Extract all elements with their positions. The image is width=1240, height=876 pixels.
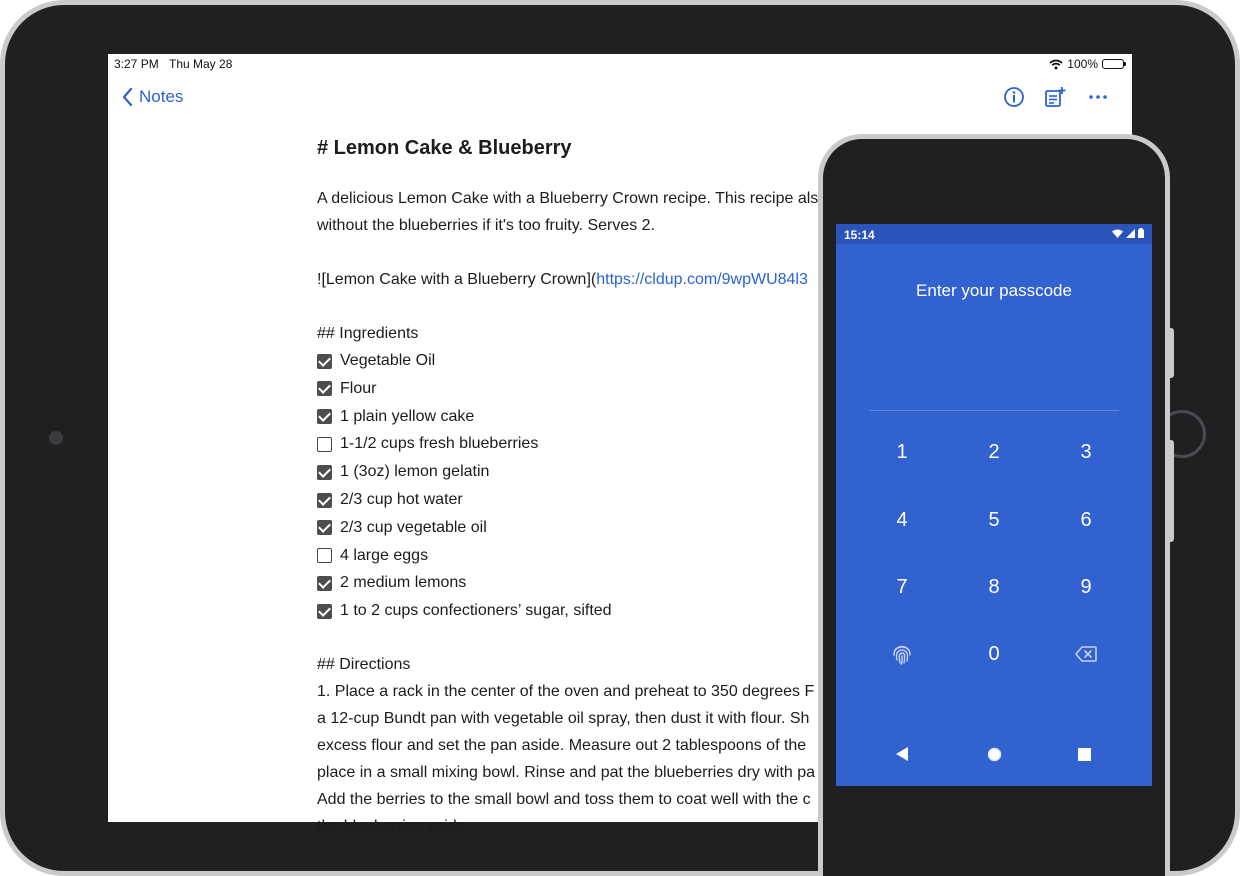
keypad-key-6[interactable]: 6	[1080, 508, 1092, 531]
ingredient-label: 1 to 2 cups confectioners’ sugar, sifted	[340, 602, 612, 620]
fingerprint-button[interactable]	[872, 632, 932, 676]
battery-icon	[1102, 59, 1124, 69]
ingredient-item[interactable]	[317, 378, 376, 400]
android-status-icons	[1112, 228, 1144, 238]
ingredient-item[interactable]	[317, 461, 489, 483]
keypad-key-7[interactable]: 7	[896, 575, 908, 598]
ingredient-item[interactable]	[317, 489, 463, 511]
direction-line: place in a small mixing bowl. Rinse and pat the blueberries dry with pa	[317, 764, 816, 781]
back-to-notes-button[interactable]	[122, 87, 183, 107]
backspace-icon	[1075, 646, 1097, 662]
android-back-button[interactable]	[892, 744, 912, 764]
ingredient-item[interactable]	[317, 572, 466, 594]
checkbox-checked[interactable]	[317, 520, 332, 535]
checkbox-checked[interactable]	[317, 604, 332, 619]
signal-icon	[1126, 229, 1135, 238]
battery-percent: 100%	[1067, 57, 1098, 71]
checkbox-checked[interactable]	[317, 576, 332, 591]
ingredient-label: 2 medium lemons	[340, 574, 467, 592]
checkbox-unchecked[interactable]	[317, 548, 332, 563]
note-intro-line-1: A delicious Lemon Cake with a Blueberry Crown recipe. This recipe als	[317, 190, 819, 207]
ingredient-label: Flour	[340, 379, 377, 397]
note-title: # Lemon Cake & Blueberry	[317, 137, 572, 159]
battery-icon	[1138, 228, 1144, 238]
home-circle-icon	[987, 747, 1002, 762]
ingredient-item[interactable]	[317, 517, 487, 539]
android-status-time: 15:14	[844, 228, 875, 242]
android-home-button[interactable]	[984, 744, 1004, 764]
ingredient-item[interactable]	[317, 545, 428, 567]
keypad-key-3[interactable]: 3	[1080, 440, 1092, 463]
status-time: 3:27 PM	[114, 57, 159, 71]
keypad-key-8[interactable]: 8	[988, 575, 1000, 598]
ingredient-item[interactable]	[317, 433, 538, 455]
back-label: Notes	[139, 87, 184, 106]
new-note-icon[interactable]	[1044, 86, 1066, 108]
ingredient-label: 1 plain yellow cake	[340, 407, 475, 425]
status-date: Thu May 28	[169, 57, 233, 71]
passcode-input-line	[869, 410, 1119, 411]
android-recents-button[interactable]	[1074, 744, 1094, 764]
ingredient-label: 1 (3oz) lemon gelatin	[340, 463, 490, 481]
ingredient-label: 2/3 cup hot water	[340, 491, 463, 508]
android-status-bar	[836, 224, 1152, 244]
wifi-icon	[1112, 229, 1123, 238]
checkbox-checked[interactable]	[317, 465, 332, 480]
ingredients-heading: ## Ingredients	[317, 325, 419, 342]
status-right	[1049, 57, 1124, 71]
phone-side-button	[1166, 328, 1174, 378]
ingredient-label: 1-1/2 cups fresh blueberries	[340, 435, 539, 453]
direction-line: a 12-cup Bundt pan with vegetable oil spray, then dust it with flour. Sh	[317, 710, 810, 727]
direction-line: 1. Place a rack in the center of the oven and preheat to 350 degrees F	[317, 683, 815, 700]
direction-line: excess flour and set the pan aside. Measure out 2 tablespoons of the	[317, 737, 807, 754]
keypad-key-5[interactable]: 5	[988, 508, 1000, 531]
checkbox-checked[interactable]	[317, 409, 332, 424]
wifi-icon	[1049, 59, 1063, 70]
ipad-camera	[49, 431, 63, 445]
checkbox-checked[interactable]	[317, 354, 332, 369]
ingredient-item[interactable]	[317, 406, 474, 428]
backspace-button[interactable]	[1056, 632, 1116, 676]
fingerprint-icon	[892, 643, 912, 665]
image-md-prefix: ![Lemon Cake with a Blueberry Crown](	[317, 271, 597, 288]
more-icon[interactable]	[1087, 86, 1109, 108]
checkbox-checked[interactable]	[317, 493, 332, 508]
android-screen	[836, 224, 1152, 786]
keypad-key-9[interactable]: 9	[1080, 575, 1092, 598]
note-intro-line-2: without the blueberries if it's too fruity. Serves 2.	[317, 217, 656, 234]
direction-line: Add the berries to the small bowl and toss them to coat well with the c	[317, 791, 811, 808]
ingredient-item[interactable]	[317, 350, 435, 372]
ipad-status-bar	[108, 54, 1132, 74]
checkbox-checked[interactable]	[317, 381, 332, 396]
ingredient-label: 4 large eggs	[340, 546, 429, 564]
ingredient-item[interactable]	[317, 600, 612, 622]
chevron-left-icon	[122, 88, 133, 106]
checkbox-unchecked[interactable]	[317, 437, 332, 452]
back-triangle-icon	[896, 747, 909, 761]
note-image-markdown	[317, 269, 808, 291]
keypad-key-0[interactable]: 0	[988, 642, 1000, 665]
recents-square-icon	[1078, 748, 1091, 761]
info-icon[interactable]	[1003, 86, 1025, 108]
keypad-key-2[interactable]: 2	[988, 440, 1000, 463]
directions-heading: ## Directions	[317, 656, 411, 673]
ingredient-label: Vegetable Oil	[340, 352, 436, 369]
image-md-link[interactable]: https://cldup.com/9wpWU84l3	[596, 271, 808, 288]
phone-volume-button	[1166, 440, 1174, 542]
keypad-key-1[interactable]: 1	[896, 440, 908, 463]
keypad-key-4[interactable]: 4	[896, 508, 908, 531]
ingredient-label: 2/3 cup vegetable oil	[340, 518, 487, 536]
direction-line: the blueberries aside.	[317, 818, 470, 835]
passcode-prompt: Enter your passcode	[916, 281, 1072, 300]
